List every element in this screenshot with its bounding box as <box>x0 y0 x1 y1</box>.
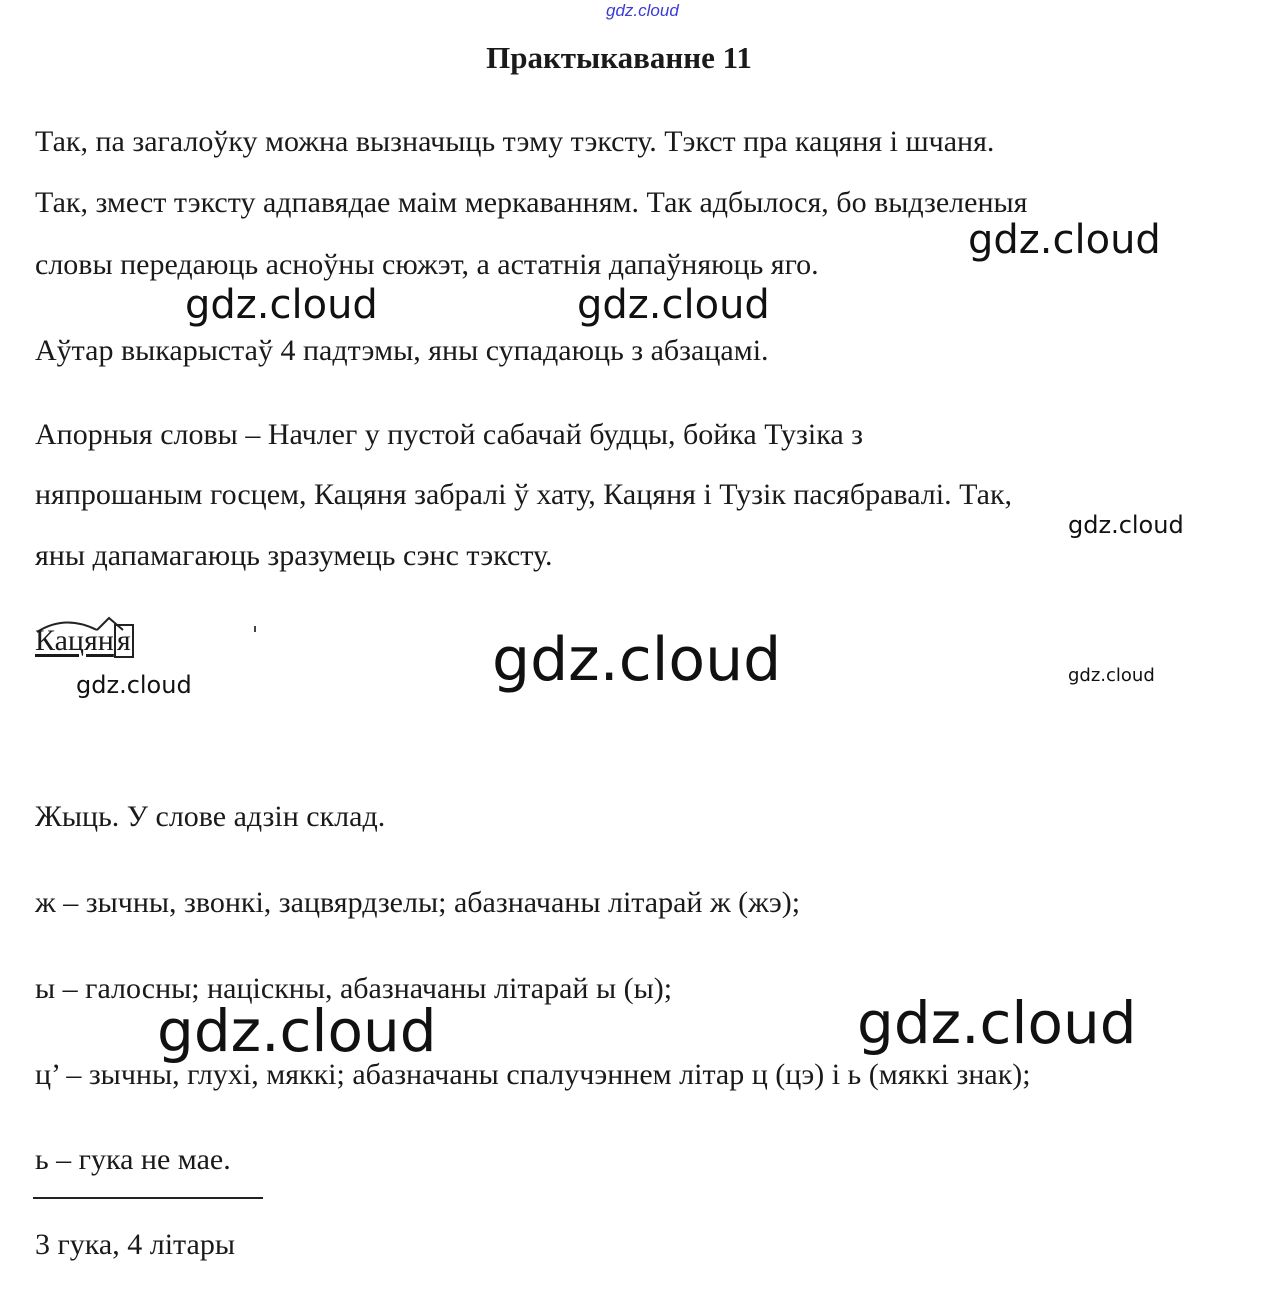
paragraph-keywords-line-2: няпрошаным госцем, Кацяня забралі ў хату, Кацяня і Тузік пасябравалі. Так, <box>35 478 1013 511</box>
phonetic-line-zh: ж – зычны, звонкі, зацвярдзелы; абазначаны літарай ж (жэ); <box>35 886 801 919</box>
watermark: gdz.cloud <box>1068 665 1155 686</box>
watermark: gdz.cloud <box>76 671 192 699</box>
watermark: gdz.cloud <box>577 282 770 328</box>
word-ending: я <box>114 624 134 658</box>
watermark: gdz.cloud <box>492 625 782 695</box>
phonetic-summary: 3 гука, 4 літары <box>35 1228 235 1261</box>
word-stem: Кацян <box>35 624 114 657</box>
phonetic-line-ts: ц’ – зычны, глухі, мяккі; абазначаны спалучэннем літар ц (цэ) і ь (мяккі знак); <box>35 1058 1031 1091</box>
watermark: gdz.cloud <box>968 217 1161 263</box>
phonetic-line-soft-sign: ь – гука не мае. <box>35 1143 231 1176</box>
phonetic-line-y: ы – галосны; націскны, абазначаны літарай ы (ы); <box>35 972 673 1005</box>
watermark-top: gdz.cloud <box>606 1 679 20</box>
page-title: Практыкаванне 11 <box>486 40 752 75</box>
stray-mark <box>254 626 256 632</box>
word-parse <box>35 624 134 658</box>
paragraph-subtopics: Аўтар выкарыстаў 4 падтэмы, яны супадаюць з абзацамі. <box>35 334 769 367</box>
paragraph-topic: Так, па загалоўку можна вызначыць тэму тэксту. Тэкст пра кацяня і шчаня. <box>35 125 995 158</box>
watermark: gdz.cloud <box>185 282 378 328</box>
paragraph-keywords-line-1: Апорныя словы – Начлег у пустой сабачай будцы, бойка Тузіка з <box>35 418 864 451</box>
watermark: gdz.cloud <box>1068 511 1184 539</box>
divider-line <box>33 1197 263 1199</box>
paragraph-keywords-line-3: яны дапамагаюць зразумець сэнс тэксту. <box>35 539 553 572</box>
paragraph-content-line-1: Так, змест тэксту адпавядае маім меркаванням. Так адбылося, бо выдзеленыя <box>35 186 1028 219</box>
phonetic-intro: Жыць. У слове адзін склад. <box>35 800 386 833</box>
paragraph-content-line-2: словы передаюць асноўны сюжэт, а астатнія дапаўняюць яго. <box>35 248 819 281</box>
watermark: gdz.cloud <box>857 989 1137 1057</box>
watermark: gdz.cloud <box>157 997 437 1065</box>
